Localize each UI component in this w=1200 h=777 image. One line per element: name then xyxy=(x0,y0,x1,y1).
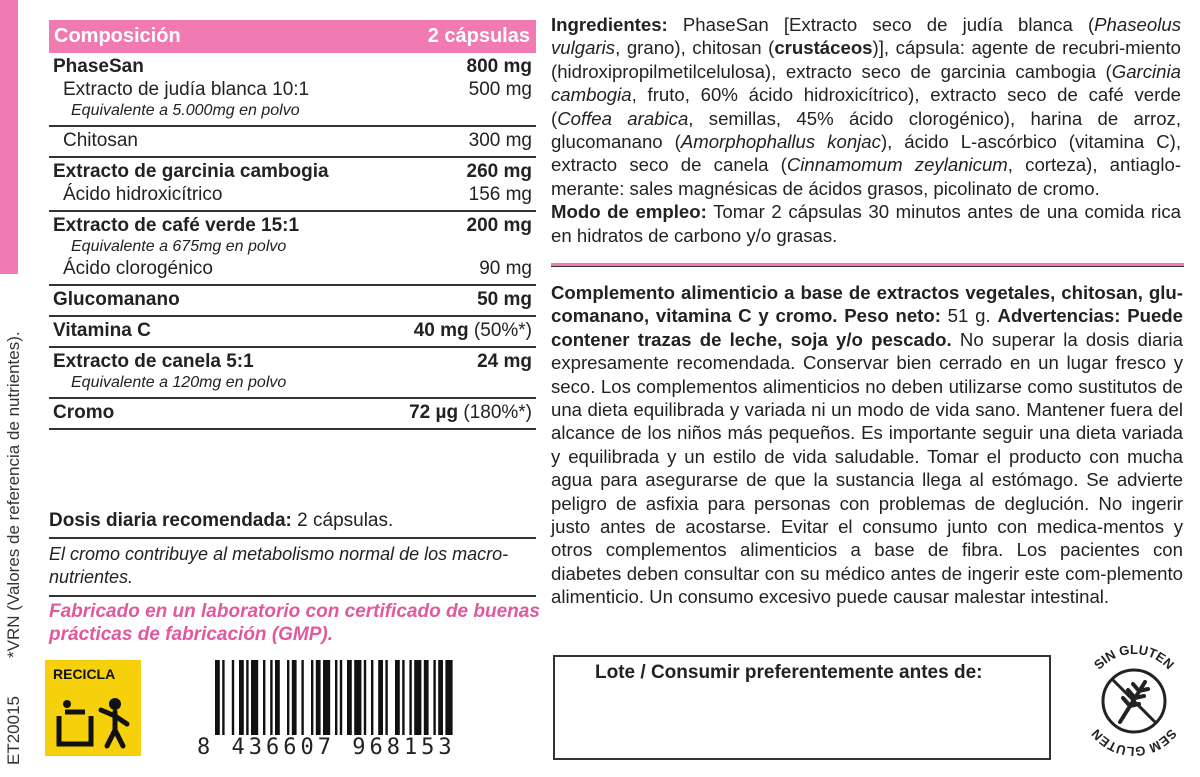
recicla-label: RECICLA xyxy=(53,666,116,682)
table-row xyxy=(49,127,536,158)
modo-label: Modo de empleo: xyxy=(551,201,707,223)
divider xyxy=(551,266,1184,267)
table-row xyxy=(49,317,536,348)
gluten-top-text: SIN GLUTEN xyxy=(1090,641,1178,673)
ingredient-name: PhaseSan xyxy=(53,56,144,77)
row-line xyxy=(53,129,532,152)
ingredient-amount: 156 mg xyxy=(468,184,532,205)
equivalence-note: Equivalente a 675mg en polvo xyxy=(71,238,287,255)
row-line xyxy=(53,319,532,342)
ingredient-name: Extracto de canela 5:1 xyxy=(53,351,254,372)
ingredient-amount: 50 mg xyxy=(477,289,532,310)
equivalence-note: Equivalente a 120mg en polvo xyxy=(71,374,287,391)
dosis-label: Dosis diaria recomendada: xyxy=(49,510,292,531)
table-row xyxy=(49,348,536,399)
row-line xyxy=(53,160,532,183)
recycle-bin-icon xyxy=(45,660,141,756)
ingredient-name: Ácido clorogénico xyxy=(63,258,213,279)
composition-table xyxy=(49,20,536,430)
ingredient-name: Extracto de garcinia cambogia xyxy=(53,161,329,182)
equivalence-note: Equivalente a 5.000mg en polvo xyxy=(71,102,300,119)
ingredient-amount: 40 mg (50%*) xyxy=(413,320,532,341)
ingredient-name: Cromo xyxy=(53,402,115,423)
row-line xyxy=(53,183,532,206)
ingredient-amount: 72 µg (180%*) xyxy=(409,402,532,423)
ingredient-amount: 24 mg xyxy=(477,351,532,372)
table-row xyxy=(49,53,536,127)
header-capsulas: 2 cápsulas xyxy=(427,25,530,47)
gluten-bottom-text: SEM GLUTEN xyxy=(1088,726,1180,758)
table-row xyxy=(49,399,536,430)
modo-empleo xyxy=(551,200,1181,247)
pink-strip xyxy=(0,0,18,274)
gluten-free-icon xyxy=(1075,640,1193,758)
ingredient-name: Extracto de café verde 15:1 xyxy=(53,215,300,236)
lote-box xyxy=(553,655,1051,760)
row-line xyxy=(53,214,532,237)
ingredients-text xyxy=(551,13,1181,200)
table-header xyxy=(49,20,536,53)
ingredient-amount: 260 mg xyxy=(466,161,532,182)
row-line xyxy=(53,401,532,424)
svg-text:SIN GLUTEN xyxy=(1091,642,1177,672)
header-composicion: Composición xyxy=(54,25,181,47)
table-rows xyxy=(49,53,536,430)
vrn-note: *VRN (Valores de referencia de nutrientes). xyxy=(4,331,23,658)
modo-text: Tomar 2 cápsulas 30 minutos antes de una comida rica en hidratos de carbono y/o grasas. xyxy=(551,201,1181,246)
dosis-value: 2 cápsulas. xyxy=(297,510,394,531)
row-line xyxy=(53,350,532,373)
row-line xyxy=(53,55,532,78)
ingredients-body: PhaseSan [Extracto seco de judía blanca (Phaseolus vulgaris, grano), chitosan (crustáceos)], cápsula: agente de recubri-miento (hidroxipropilmetilcelulosa), extracto seco de garcinia cambogia (Garcinia cambogia, fruto, 60% ácido hidroxicítrico), extracto seco de café verde (Coffea arabica, semillas, 45% ácido clorogénico), harina de arroz, glucomanano (Amorphophallus konjac), ácido L-ascórbico (vitamina C), extracto seco de canela (Cinnamomum zeylanicum, corteza), antiaglo-merante: sales magnésicas de ácidos grasos, picolinato de cromo. xyxy=(551,14,1182,199)
ingredient-name: Vitamina C xyxy=(53,320,151,341)
warnings-text: Complemento alimenticio a base de extractos vegetales, chitosan, glu-comanano, vitamina C y cromo. Peso neto: 51 g. Advertencias: Puede contener trazas de leche, soja y/o pescado. No superar la dosis diaria expresamente recomendada. Conservar bien cerrado en un lugar fresco y seco. Los complementos alimenticios no deben utilizarse como sustitutos de una dieta equilibrada y variada ni un modo de vida sano. Mantener fuera del alcance de los niños más pequeños. Es importante seguir una dieta variada y equilibrada y un estilo de vida saludable. Tomar el producto con mucha agua para asegurarse de que la sustancia llega al estómago. Se advierte peligro de asfixia para personas con problemas de deglución. No ingerir justo antes de acostarse. Evitar el consumo junto con medica-mentos y otros complementos alimenticios a base de fibra. Los pacientes con diabetes deben consultar con su médico antes de ingerir este com-plemento alimenticio. Un consumo excesivo puede causar malestar intestinal. xyxy=(551,282,1183,608)
ingredients-block xyxy=(551,13,1181,247)
table-row xyxy=(49,158,536,212)
row-line xyxy=(53,78,532,101)
table-row xyxy=(49,212,536,286)
dosis xyxy=(49,510,393,532)
ingredient-amount: 800 mg xyxy=(466,56,532,77)
ingredients-label: Ingredientes: xyxy=(551,14,668,35)
divider xyxy=(49,537,536,539)
gmp-note: Fabricado en un laboratorio con certificado de buenas prácticas de fabricación (GMP). xyxy=(49,601,540,645)
ingredient-amount: 90 mg xyxy=(479,258,532,279)
row-line xyxy=(53,257,532,280)
row-line xyxy=(53,288,532,311)
ingredient-name: Extracto de judía blanca 10:1 xyxy=(63,79,310,100)
table-row xyxy=(49,286,536,317)
recycle-logo xyxy=(45,660,141,756)
ingredient-name: Chitosan xyxy=(63,130,138,151)
lote-label: Lote / Consumir preferentemente antes de: xyxy=(595,662,983,683)
ingredient-amount: 300 mg xyxy=(468,130,532,151)
divider xyxy=(49,595,536,597)
ingredient-name: Ácido hidroxicítrico xyxy=(63,184,223,205)
ingredient-name: Glucomanano xyxy=(53,289,180,310)
product-code: ET20015 xyxy=(4,696,23,765)
ingredient-amount: 200 mg xyxy=(466,215,532,236)
barcode-digits: 8 436607 968153 xyxy=(195,735,540,760)
ingredient-amount: 500 mg xyxy=(468,79,532,100)
cromo-note: El cromo contribuye al metabolismo normal de los macro-nutrientes. xyxy=(49,544,509,587)
